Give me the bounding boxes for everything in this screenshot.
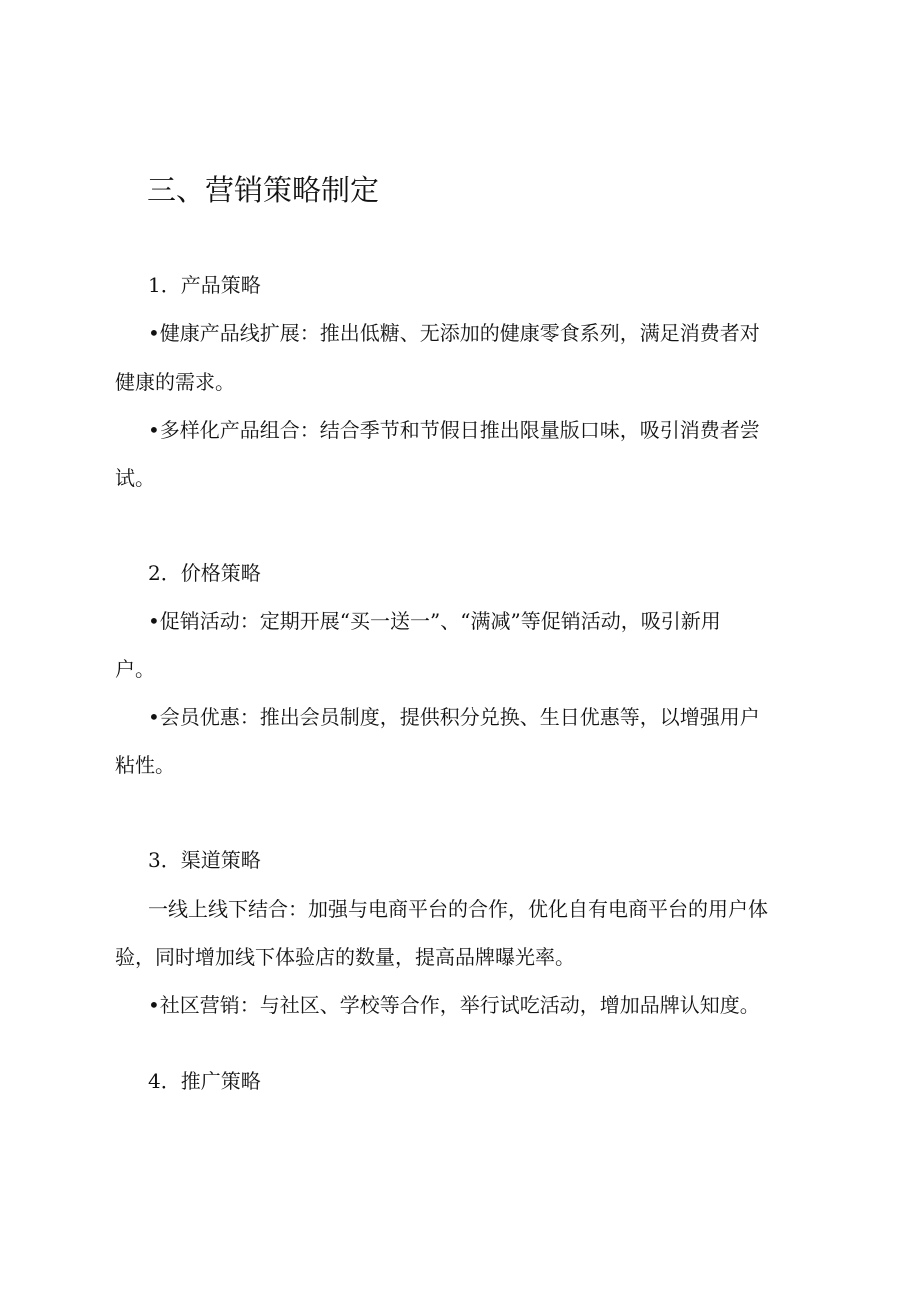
paragraph-line: •促销活动：定期开展“买一送一”、“满减”等促销活动，吸引新用 — [148, 609, 721, 633]
paragraph-line: 健康的需求。 — [115, 370, 235, 394]
paragraph-line: 粘性。 — [115, 753, 175, 777]
section-heading: 三、营销策略制定 — [147, 173, 380, 207]
paragraph-line: •多样化产品组合：结合季节和节假日推出限量版口味，吸引消费者尝 — [148, 418, 760, 442]
paragraph-line: •社区营销：与社区、学校等合作，举行试吃活动，增加品牌认知度。 — [148, 993, 760, 1017]
paragraph-line: •会员优惠：推出会员制度，提供积分兑换、生日优惠等，以增强用户 — [148, 705, 760, 729]
paragraph-line: 验，同时增加线下体验店的数量，提高品牌曝光率。 — [115, 945, 575, 969]
subsection-title-product: 1．产品策略 — [148, 273, 261, 297]
paragraph-line: 试。 — [115, 466, 155, 490]
subsection-title-promotion: 4．推广策略 — [148, 1069, 261, 1093]
paragraph-line: •健康产品线扩展：推出低糖、无添加的健康零食系列，满足消费者对 — [148, 321, 760, 345]
subsection-title-channel: 3．渠道策略 — [148, 848, 261, 872]
paragraph-line: 一线上线下结合：加强与电商平台的合作，优化自有电商平台的用户体 — [148, 897, 768, 921]
subsection-title-price: 2．价格策略 — [148, 561, 261, 585]
paragraph-line: 户。 — [115, 657, 155, 681]
